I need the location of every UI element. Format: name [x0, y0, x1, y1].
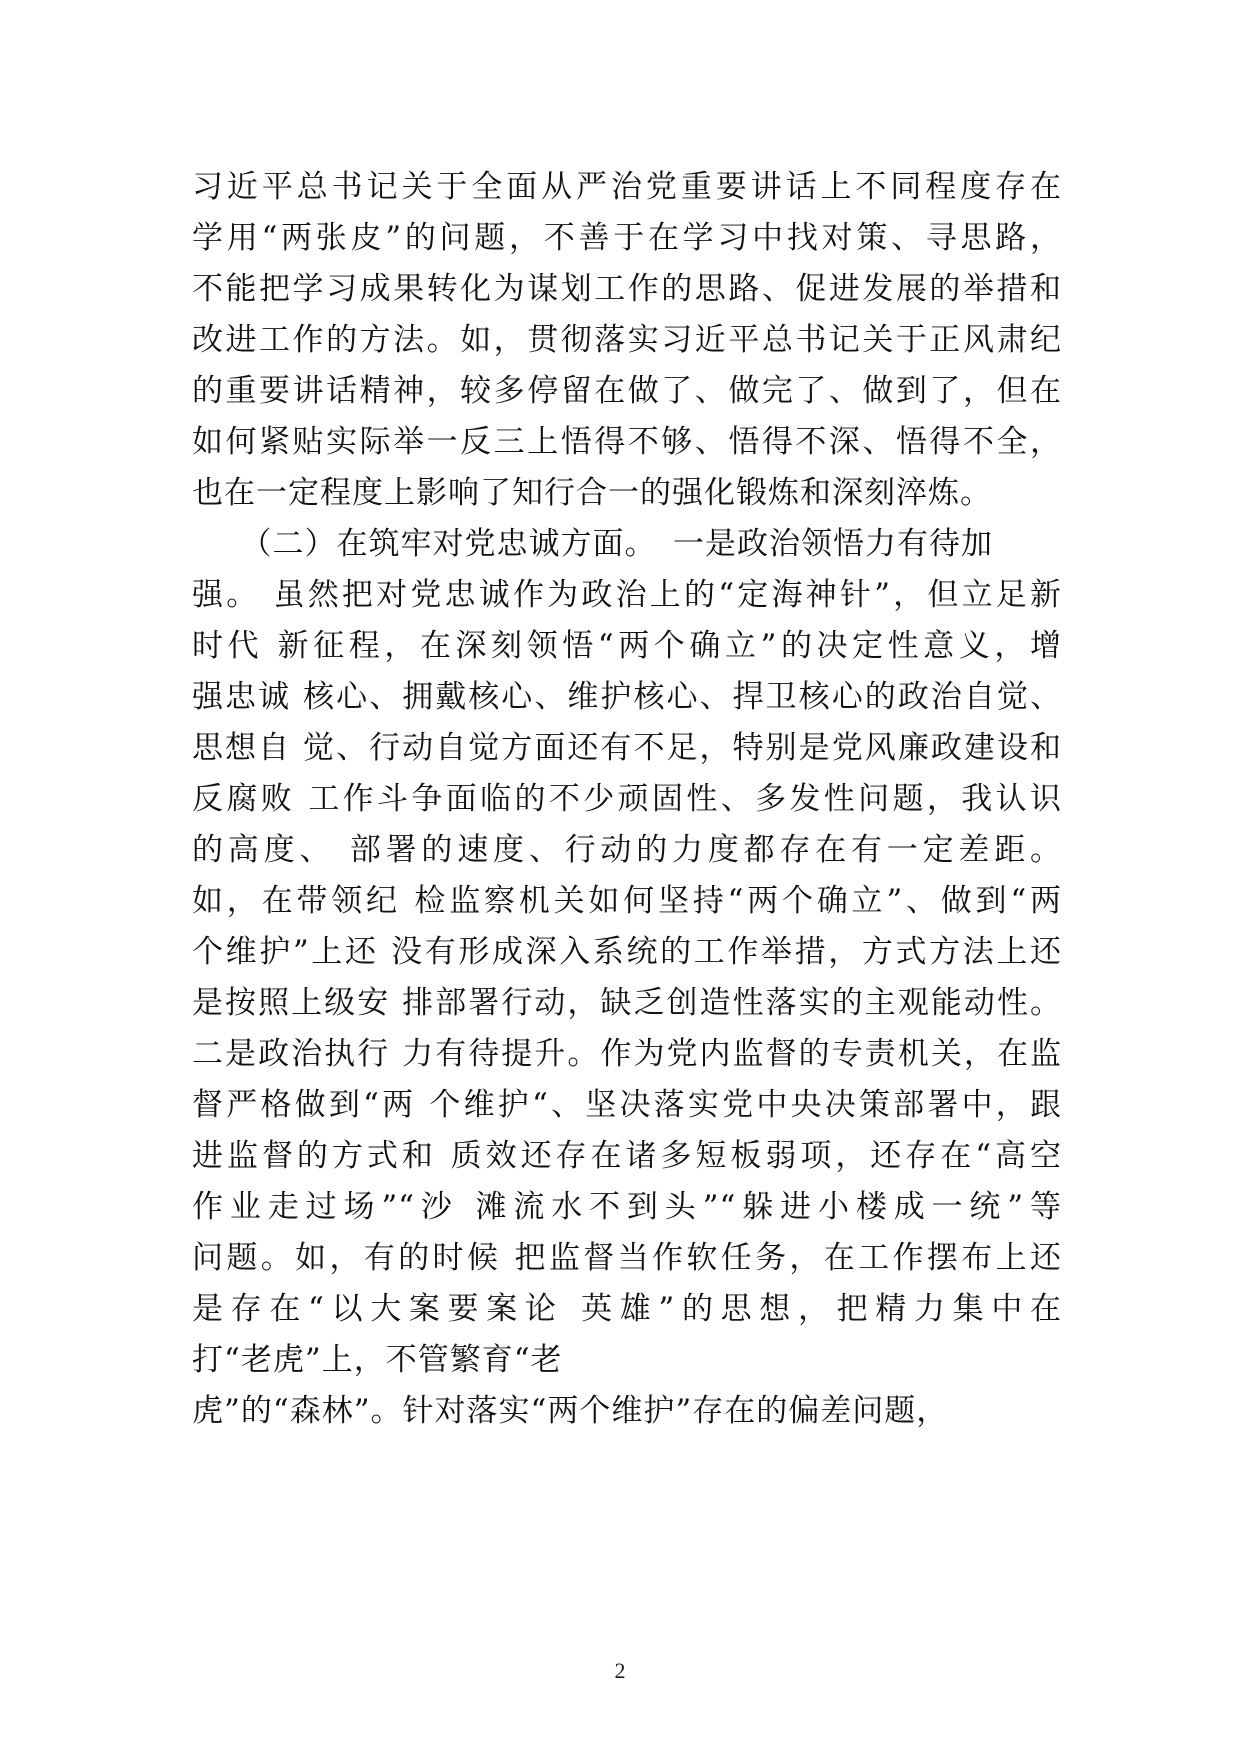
- text-line: 强。 虽然把对党忠诚作为政治上的“定海神针”，但立足新: [192, 577, 1062, 613]
- text-line: 作业走过场”“沙 滩流水不到头”“躲进小楼成一统”等: [192, 1189, 1062, 1225]
- body-text: [192, 162, 1062, 1437]
- text-line: 督严格做到“两 个维护“、坚决落实党中央决策部署中，跟: [192, 1087, 1062, 1123]
- text-line: 是按照上级安 排部署行动，缺乏创造性落实的主观能动性。: [192, 985, 1062, 1021]
- text-line: 如何紧贴实际举一反三上悟得不够、悟得不深、悟得不全，: [192, 424, 1062, 460]
- text-line: 虎”的“森林”。针对落实“两个维护”存在的偏差问题，: [192, 1393, 949, 1429]
- text-line: 的重要讲话精神，较多停留在做了、做完了、做到了，但在: [192, 373, 1062, 409]
- text-line: 反腐败 工作斗争面临的不少顽固性、多发性问题，我认识: [192, 781, 1062, 817]
- text-line: 问题。如，有的时候 把监督当作软任务，在工作摆布上还: [192, 1240, 1062, 1276]
- text-line: 思想自 觉、行动自觉方面还有不足，特别是党风廉政建设和: [192, 730, 1062, 766]
- text-line: 改进工作的方法。如，贯彻落实习近平总书记关于正风肃纪: [192, 322, 1062, 358]
- text-line: 个维护”上还 没有形成深入系统的工作举措，方式方法上还: [192, 934, 1062, 970]
- text-line: 打“老虎”上，不管繁育“老: [192, 1342, 563, 1378]
- text-line: 学用“两张皮”的问题，不善于在学习中找对策、寻思路，: [192, 220, 1062, 256]
- text-line: 二是政治执行 力有待提升。作为党内监督的专责机关，在监: [192, 1036, 1062, 1072]
- section-heading-line: （二）在筑牢对党忠诚方面。 一是政治领悟力有待加: [192, 526, 993, 562]
- text-line: 如，在带领纪 检监察机关如何坚持“两个确立”、做到“两: [192, 883, 1062, 919]
- text-line: 进监督的方式和 质效还存在诸多短板弱项，还存在“高空: [192, 1138, 1062, 1174]
- text-line: 习近平总书记关于全面从严治党重要讲话上不同程度存在: [192, 169, 1062, 205]
- text-line: 不能把学习成果转化为谋划工作的思路、促进发展的举措和: [192, 271, 1062, 307]
- text-line: 时代 新征程，在深刻领悟“两个确立”的决定性意义，增: [192, 628, 1062, 664]
- text-line: 的高度、 部署的速度、行动的力度都存在有一定差距。: [192, 832, 1062, 868]
- text-line: 也在一定程度上影响了知行合一的强化锻炼和深刻淬炼。: [192, 475, 992, 511]
- text-line: 是存在“以大案要案论 英雄”的思想，把精力集中在: [192, 1291, 1062, 1327]
- text-line: 强忠诚 核心、拥戴核心、维护核心、捍卫核心的政治自觉、: [192, 679, 1062, 715]
- page-number: 2: [614, 1658, 626, 1683]
